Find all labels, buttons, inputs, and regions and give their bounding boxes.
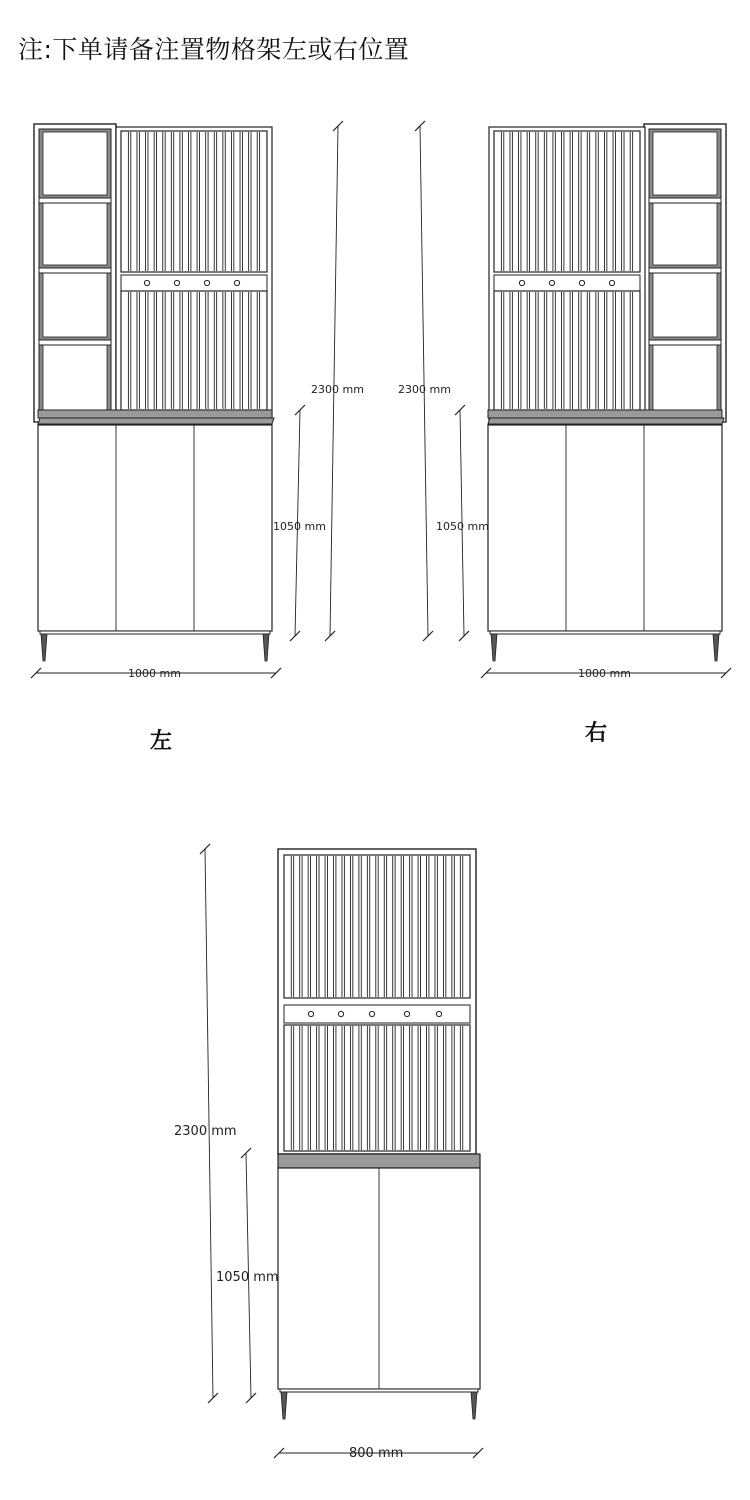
slat-panel-frame xyxy=(284,855,470,998)
upper-slats xyxy=(284,855,470,998)
shelf-board xyxy=(649,198,721,203)
upper-slats xyxy=(121,131,267,272)
shelf-bay xyxy=(653,132,717,195)
left-base-cabinet xyxy=(38,425,272,661)
left-base-height-label: 1050 mm xyxy=(273,520,326,533)
handle-bar xyxy=(121,275,267,291)
slat-panel-frame xyxy=(121,291,267,410)
knob xyxy=(369,1011,374,1016)
knob xyxy=(204,280,209,285)
knob xyxy=(234,280,239,285)
shelf-bay xyxy=(653,273,717,337)
leg xyxy=(713,634,719,661)
lower-slats xyxy=(284,1025,470,1151)
slat-panel-frame xyxy=(284,1025,470,1151)
plinth xyxy=(490,631,720,634)
dim-line xyxy=(420,126,428,636)
knob xyxy=(404,1011,409,1016)
single-total-height-label: 2300 mm xyxy=(174,1124,237,1139)
slat-panel-frame xyxy=(121,131,267,272)
knob xyxy=(436,1011,441,1016)
left-cabinet-drawing xyxy=(31,121,343,678)
plinth xyxy=(280,1389,478,1392)
shelf-bay xyxy=(43,203,107,265)
leg xyxy=(281,1392,287,1419)
left-total-height-label: 2300 mm xyxy=(311,383,364,396)
base-body xyxy=(38,425,272,631)
knob xyxy=(519,280,524,285)
dim-line xyxy=(330,126,338,636)
shelf-bay xyxy=(653,203,717,265)
counter-shadow xyxy=(38,410,272,418)
counter-top xyxy=(488,418,724,424)
right-width-label: 1000 mm xyxy=(578,667,631,680)
slat-handle xyxy=(494,275,640,291)
right-base-cabinet xyxy=(488,425,722,661)
right-base-height-label: 1050 mm xyxy=(436,520,489,533)
leg xyxy=(263,634,269,661)
shelf-bay xyxy=(43,273,107,337)
shelf-bay xyxy=(43,345,107,411)
lower-slats xyxy=(494,291,640,410)
right-total-height-dim xyxy=(415,121,433,641)
knob xyxy=(144,280,149,285)
knob xyxy=(308,1011,313,1016)
plinth xyxy=(40,631,270,634)
leg xyxy=(41,634,47,661)
counter-top xyxy=(278,1154,480,1168)
single-base-cabinet xyxy=(278,1168,480,1419)
shelf-board xyxy=(649,268,721,273)
knob xyxy=(174,280,179,285)
slat-panel-frame xyxy=(494,131,640,272)
leg xyxy=(491,634,497,661)
upper-slats xyxy=(494,131,640,272)
shelf-board xyxy=(39,340,111,345)
shelf-board xyxy=(649,340,721,345)
left-open-shelf xyxy=(34,124,116,422)
knob xyxy=(579,280,584,285)
knob xyxy=(609,280,614,285)
left-variant-label: 左 xyxy=(150,729,173,754)
left-width-label: 1000 mm xyxy=(128,667,181,680)
counter-top xyxy=(38,418,274,424)
order-note: 注:下单请备注置物格架左或右位置 xyxy=(18,35,410,64)
right-total-height-label: 2300 mm xyxy=(398,383,451,396)
knob xyxy=(338,1011,343,1016)
single-width-label: 800 mm xyxy=(349,1446,404,1461)
right-variant-label: 右 xyxy=(585,721,608,746)
base-body xyxy=(488,425,722,631)
shelf-bay xyxy=(653,345,717,411)
slat-panel-frame xyxy=(494,291,640,410)
handle-bar xyxy=(494,275,640,291)
shelf-board xyxy=(39,198,111,203)
single-cabinet-drawing xyxy=(200,844,483,1458)
knob xyxy=(549,280,554,285)
single-base-height-label: 1050 mm xyxy=(216,1270,279,1285)
counter-shadow xyxy=(488,410,722,418)
left-total-height-dim xyxy=(325,121,343,641)
right-cabinet-drawing xyxy=(415,121,731,678)
shelf-bay xyxy=(43,132,107,195)
shelf-board xyxy=(39,268,111,273)
slat-handle xyxy=(284,1005,470,1023)
leg xyxy=(471,1392,477,1419)
lower-slats xyxy=(121,291,267,410)
right-open-shelf xyxy=(644,124,726,422)
slat-handle xyxy=(121,275,267,291)
